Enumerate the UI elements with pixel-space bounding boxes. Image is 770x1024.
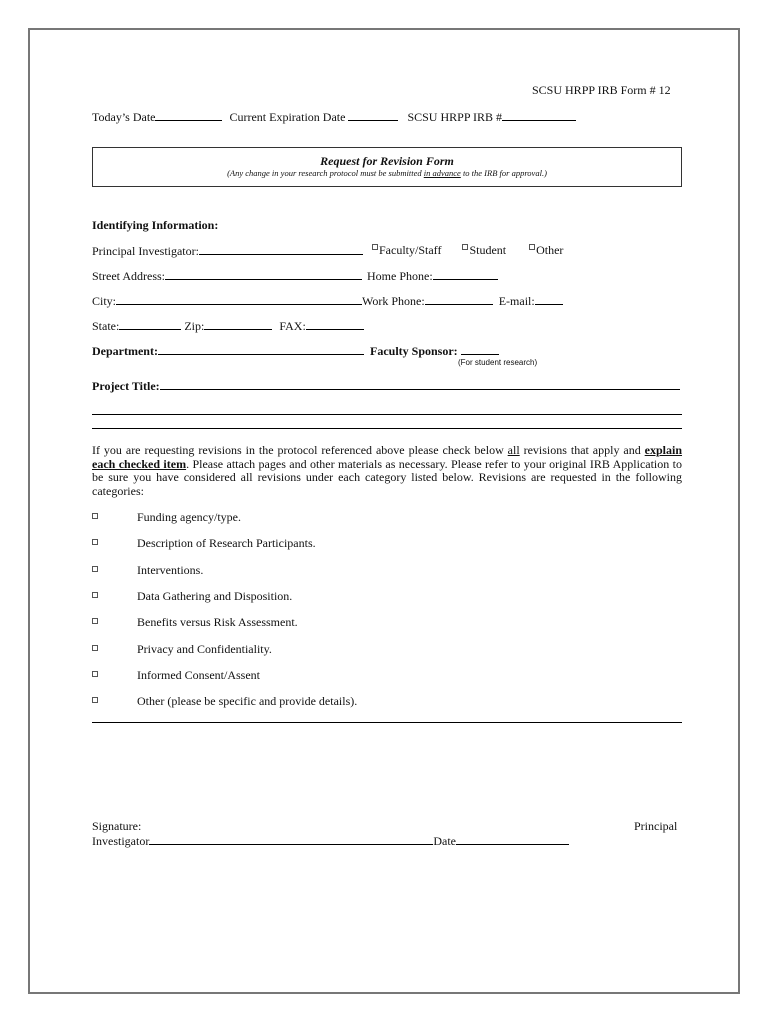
student-option[interactable]: Student bbox=[462, 243, 506, 257]
header-fields-row bbox=[92, 109, 576, 124]
city-label: City: bbox=[92, 294, 117, 308]
status-options bbox=[372, 243, 563, 257]
department-field[interactable] bbox=[158, 343, 364, 355]
revision-checkbox[interactable] bbox=[92, 671, 98, 677]
project-title-line-3[interactable] bbox=[92, 428, 682, 429]
city-field[interactable] bbox=[116, 293, 362, 305]
sponsor-note: (For student research) bbox=[458, 358, 538, 367]
identifying-heading: Identifying Information: bbox=[92, 218, 219, 232]
fax-field[interactable] bbox=[306, 318, 364, 330]
date-label: Date bbox=[433, 834, 456, 848]
pi-field[interactable] bbox=[199, 243, 363, 255]
faculty-staff-checkbox[interactable] bbox=[372, 244, 378, 250]
section-divider bbox=[92, 722, 682, 723]
form-number: SCSU HRPP IRB Form # 12 bbox=[532, 83, 671, 97]
state-field[interactable] bbox=[119, 318, 181, 330]
faculty-sponsor-label: Faculty Sponsor: bbox=[369, 344, 458, 358]
department-label: Department: bbox=[92, 344, 158, 358]
signature-field[interactable] bbox=[149, 833, 433, 845]
revision-checkbox[interactable] bbox=[92, 592, 98, 598]
pi-label: Principal Investigator: bbox=[92, 244, 199, 258]
form-title-box bbox=[92, 147, 682, 187]
todays-date-field[interactable] bbox=[155, 109, 222, 121]
project-title-field[interactable] bbox=[160, 378, 680, 390]
home-phone-label: Home Phone: bbox=[367, 269, 433, 283]
revision-checkbox[interactable] bbox=[92, 539, 98, 545]
work-phone-label: Work Phone: bbox=[362, 294, 425, 308]
irb-number-field[interactable] bbox=[502, 109, 576, 121]
zip-label: Zip: bbox=[184, 319, 205, 333]
irb-number-label: SCSU HRPP IRB # bbox=[407, 110, 503, 124]
work-phone-field[interactable] bbox=[425, 293, 493, 305]
email-field[interactable] bbox=[535, 293, 563, 305]
faculty-staff-option[interactable]: Faculty/Staff bbox=[372, 243, 441, 257]
principal-label: Principal bbox=[634, 819, 678, 833]
department-row bbox=[92, 343, 499, 358]
expiration-date-label: Current Expiration Date bbox=[229, 110, 346, 124]
expiration-date-field[interactable] bbox=[348, 109, 398, 121]
form-subtitle: (Any change in your research protocol must be submitted in advance to the IRB for approval.) bbox=[227, 168, 547, 178]
fax-label: FAX: bbox=[279, 319, 306, 333]
student-checkbox[interactable] bbox=[462, 244, 468, 250]
zip-field[interactable] bbox=[204, 318, 272, 330]
instructions-paragraph: If you are requesting revisions in the protocol referenced above please check below all revisions that apply and explain each checked item. Please attach pages and other materials as necessary. Please refer to your original IRB Application to be sure you have considered all revisions under each category listed below. Revisions are requested in the following categories: bbox=[92, 443, 683, 498]
pi-row bbox=[92, 243, 363, 258]
project-title-row bbox=[92, 378, 680, 393]
street-row bbox=[92, 268, 498, 283]
investigator-row bbox=[92, 833, 569, 848]
signature-label: Signature: bbox=[92, 819, 142, 833]
state-label: State: bbox=[92, 319, 120, 333]
form-page: SCSU HRPP IRB Form # 12 Today’s Date Current Expiration Date SCSU HRPP IRB # Request for Revision Form (Any change in your research protocol must be submitted in advance to the IRB for approval.) Identifying Information: Principal Investigator: Faculty/Staff Student Other Street Address: Home Phone: City: Work Phone: E-mail: State: Zip: FAX: Department: Faculty Sponsor: (For student research) Project Title: If you are requesting revisions in the protocol referenced above please check below all revisions that apply and explain each checked item. Please attach pages and other materials as necessary. Please refer to your original IRB Application to be sure you have considered all revisions under each category listed below. Revisions are requested in the following categories: Funding agency/type. Description of Research Participants. Interventions. Data Gathering and Disposition. Benefits versus Risk Assessment. Privacy and Confidentiality. Informed Consent/Assent Other (please be specific and provide details). Signature: Principal Investigator Date bbox=[28, 28, 740, 994]
revision-checkbox[interactable] bbox=[92, 645, 98, 651]
email-label: E-mail: bbox=[498, 294, 535, 308]
other-checkbox[interactable] bbox=[529, 244, 535, 250]
revision-checkbox[interactable] bbox=[92, 697, 98, 703]
revision-checkbox[interactable] bbox=[92, 513, 98, 519]
project-title-line-2[interactable] bbox=[92, 414, 682, 415]
revision-checkbox[interactable] bbox=[92, 618, 98, 624]
city-row bbox=[92, 293, 563, 308]
todays-date-label: Today’s Date bbox=[92, 110, 156, 124]
investigator-label: Investigator bbox=[92, 834, 150, 848]
revision-checkbox[interactable] bbox=[92, 566, 98, 572]
state-row bbox=[92, 318, 364, 333]
street-field[interactable] bbox=[165, 268, 362, 280]
project-title-label: Project Title: bbox=[92, 379, 160, 393]
home-phone-field[interactable] bbox=[433, 268, 498, 280]
date-field[interactable] bbox=[456, 833, 569, 845]
faculty-sponsor-field[interactable] bbox=[461, 343, 499, 355]
form-title: Request for Revision Form bbox=[320, 154, 454, 168]
street-label: Street Address: bbox=[92, 269, 165, 283]
other-option[interactable]: Other bbox=[529, 243, 563, 257]
